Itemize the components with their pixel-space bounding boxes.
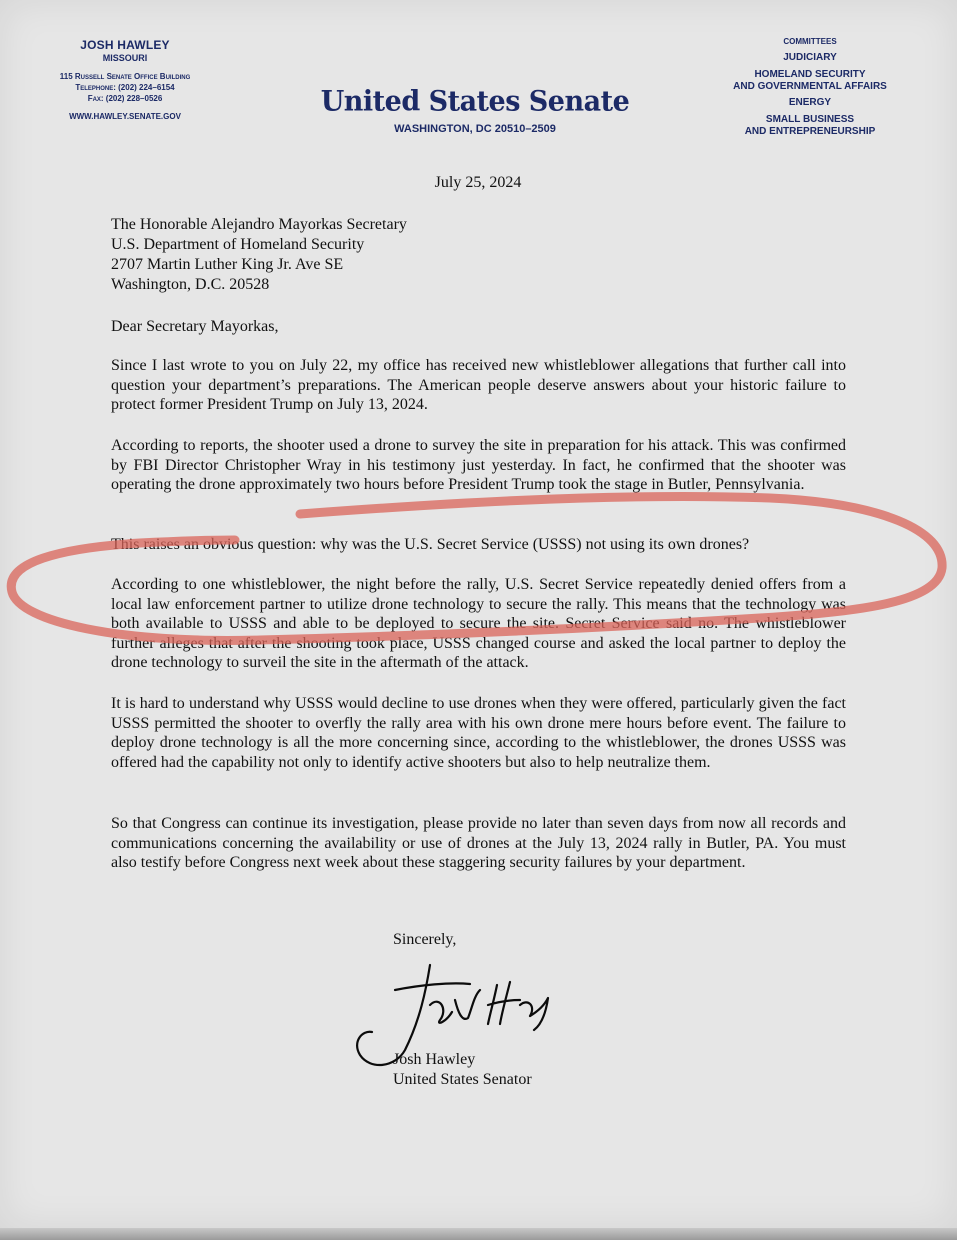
office-building: 115 Russell Senate Office Building [59,72,191,81]
recipient-line: Washington, D.C. 20528 [111,276,270,293]
body-paragraph-5: It is hard to understand why USSS would decline to use drones when they were offered, particularly given the fact USSS permitted the shooter to overfly the rally area with his own drone mere hours before event. The failure to deploy drone technology is all the more concerning since, according to the whistleblower, the drones USSS was offered had the capability not only to identify active shooters but also to help neutralize them. [111,695,846,771]
senate-title-block [320,86,630,135]
senator-name: JOSH HAWLEY [80,38,170,52]
body-paragraph-4: According to one whistleblower, the night before the rally, U.S. Secret Service repeatedly denied offers from a local law enforcement partner to utilize drone technology to secure the rally. This means that the technology was both available to USSS and able to be deployed to secure the site. Secret Service said no. The whistleblower further alleges that after the shooting took place, USSS changed course and asked the local partner to deploy the drone technology to surveil the site in the aftermath of the attack. [111,576,846,672]
committee-homeland-line1: HOMELAND SECURITY [754,69,866,80]
office-fax: Fax: (202) 228–0526 [87,94,163,103]
senator-letterhead [40,38,210,121]
body-paragraph-1: Since I last wrote to you on July 22, my office has received new whistleblower allegations that further call into question your department’s preparations. The American people deserve answers about your historic failure to protect former President Trump on July 13, 2024. [111,357,846,414]
committee-energy: ENERGY [788,97,832,108]
page-shadow [0,1228,957,1240]
senate-title: United States Senate [320,85,630,118]
body-paragraph-6: So that Congress can continue its investigation, please provide no later than seven days from now all records and communications concerning the availability or use of drones at the July 13, 2024 rally in Butler, PA. You must also testify before Congress next week about these staggering security failures by your department. [111,815,846,872]
committees-heading: COMMITTEES [783,37,837,46]
recipient-line: The Honorable Alejandro Mayorkas Secretary [111,216,407,233]
senator-website: WWW.HAWLEY.SENATE.GOV [69,112,181,121]
committee-judiciary: JUDICIARY [783,52,837,63]
letter-date: July 25, 2024 [434,174,522,191]
signer-title: United States Senator [393,1071,532,1088]
signer-block [393,1050,532,1090]
body-paragraph-2: According to reports, the shooter used a drone to survey the site in preparation for his attack. This was confirmed by FBI Director Christopher Wray in his testimony just yesterday. In fact, he confirmed that the shooter was operating the drone approximately two hours before President Trump took the stage in Butler, Pennsylvania. [111,437,846,494]
senate-city: WASHINGTON, DC 20510–2509 [394,123,556,135]
office-address [40,71,210,104]
committee-small-business [720,114,900,138]
salutation: Dear Secretary Mayorkas, [111,318,279,335]
committee-homeland [720,69,900,93]
committee-small-business-line1: SMALL BUSINESS [765,114,855,125]
recipient-line: U.S. Department of Homeland Security [111,236,365,253]
body-paragraph-3: This raises an obvious question: why was the U.S. Secret Service (USSS) not using its own drones? [111,536,750,553]
committees-list [720,37,900,138]
committee-homeland-line2: AND GOVERNMENTAL AFFAIRS [733,81,887,92]
recipient-address [111,215,407,295]
senator-state: MISSOURI [102,53,148,63]
recipient-line: 2707 Martin Luther King Jr. Ave SE [111,256,344,273]
signer-name: Josh Hawley [393,1051,476,1068]
committee-small-business-line2: AND ENTREPRENEURSHIP [744,126,876,137]
closing: Sincerely, [393,931,457,948]
office-telephone: Telephone: (202) 224–6154 [75,83,175,92]
